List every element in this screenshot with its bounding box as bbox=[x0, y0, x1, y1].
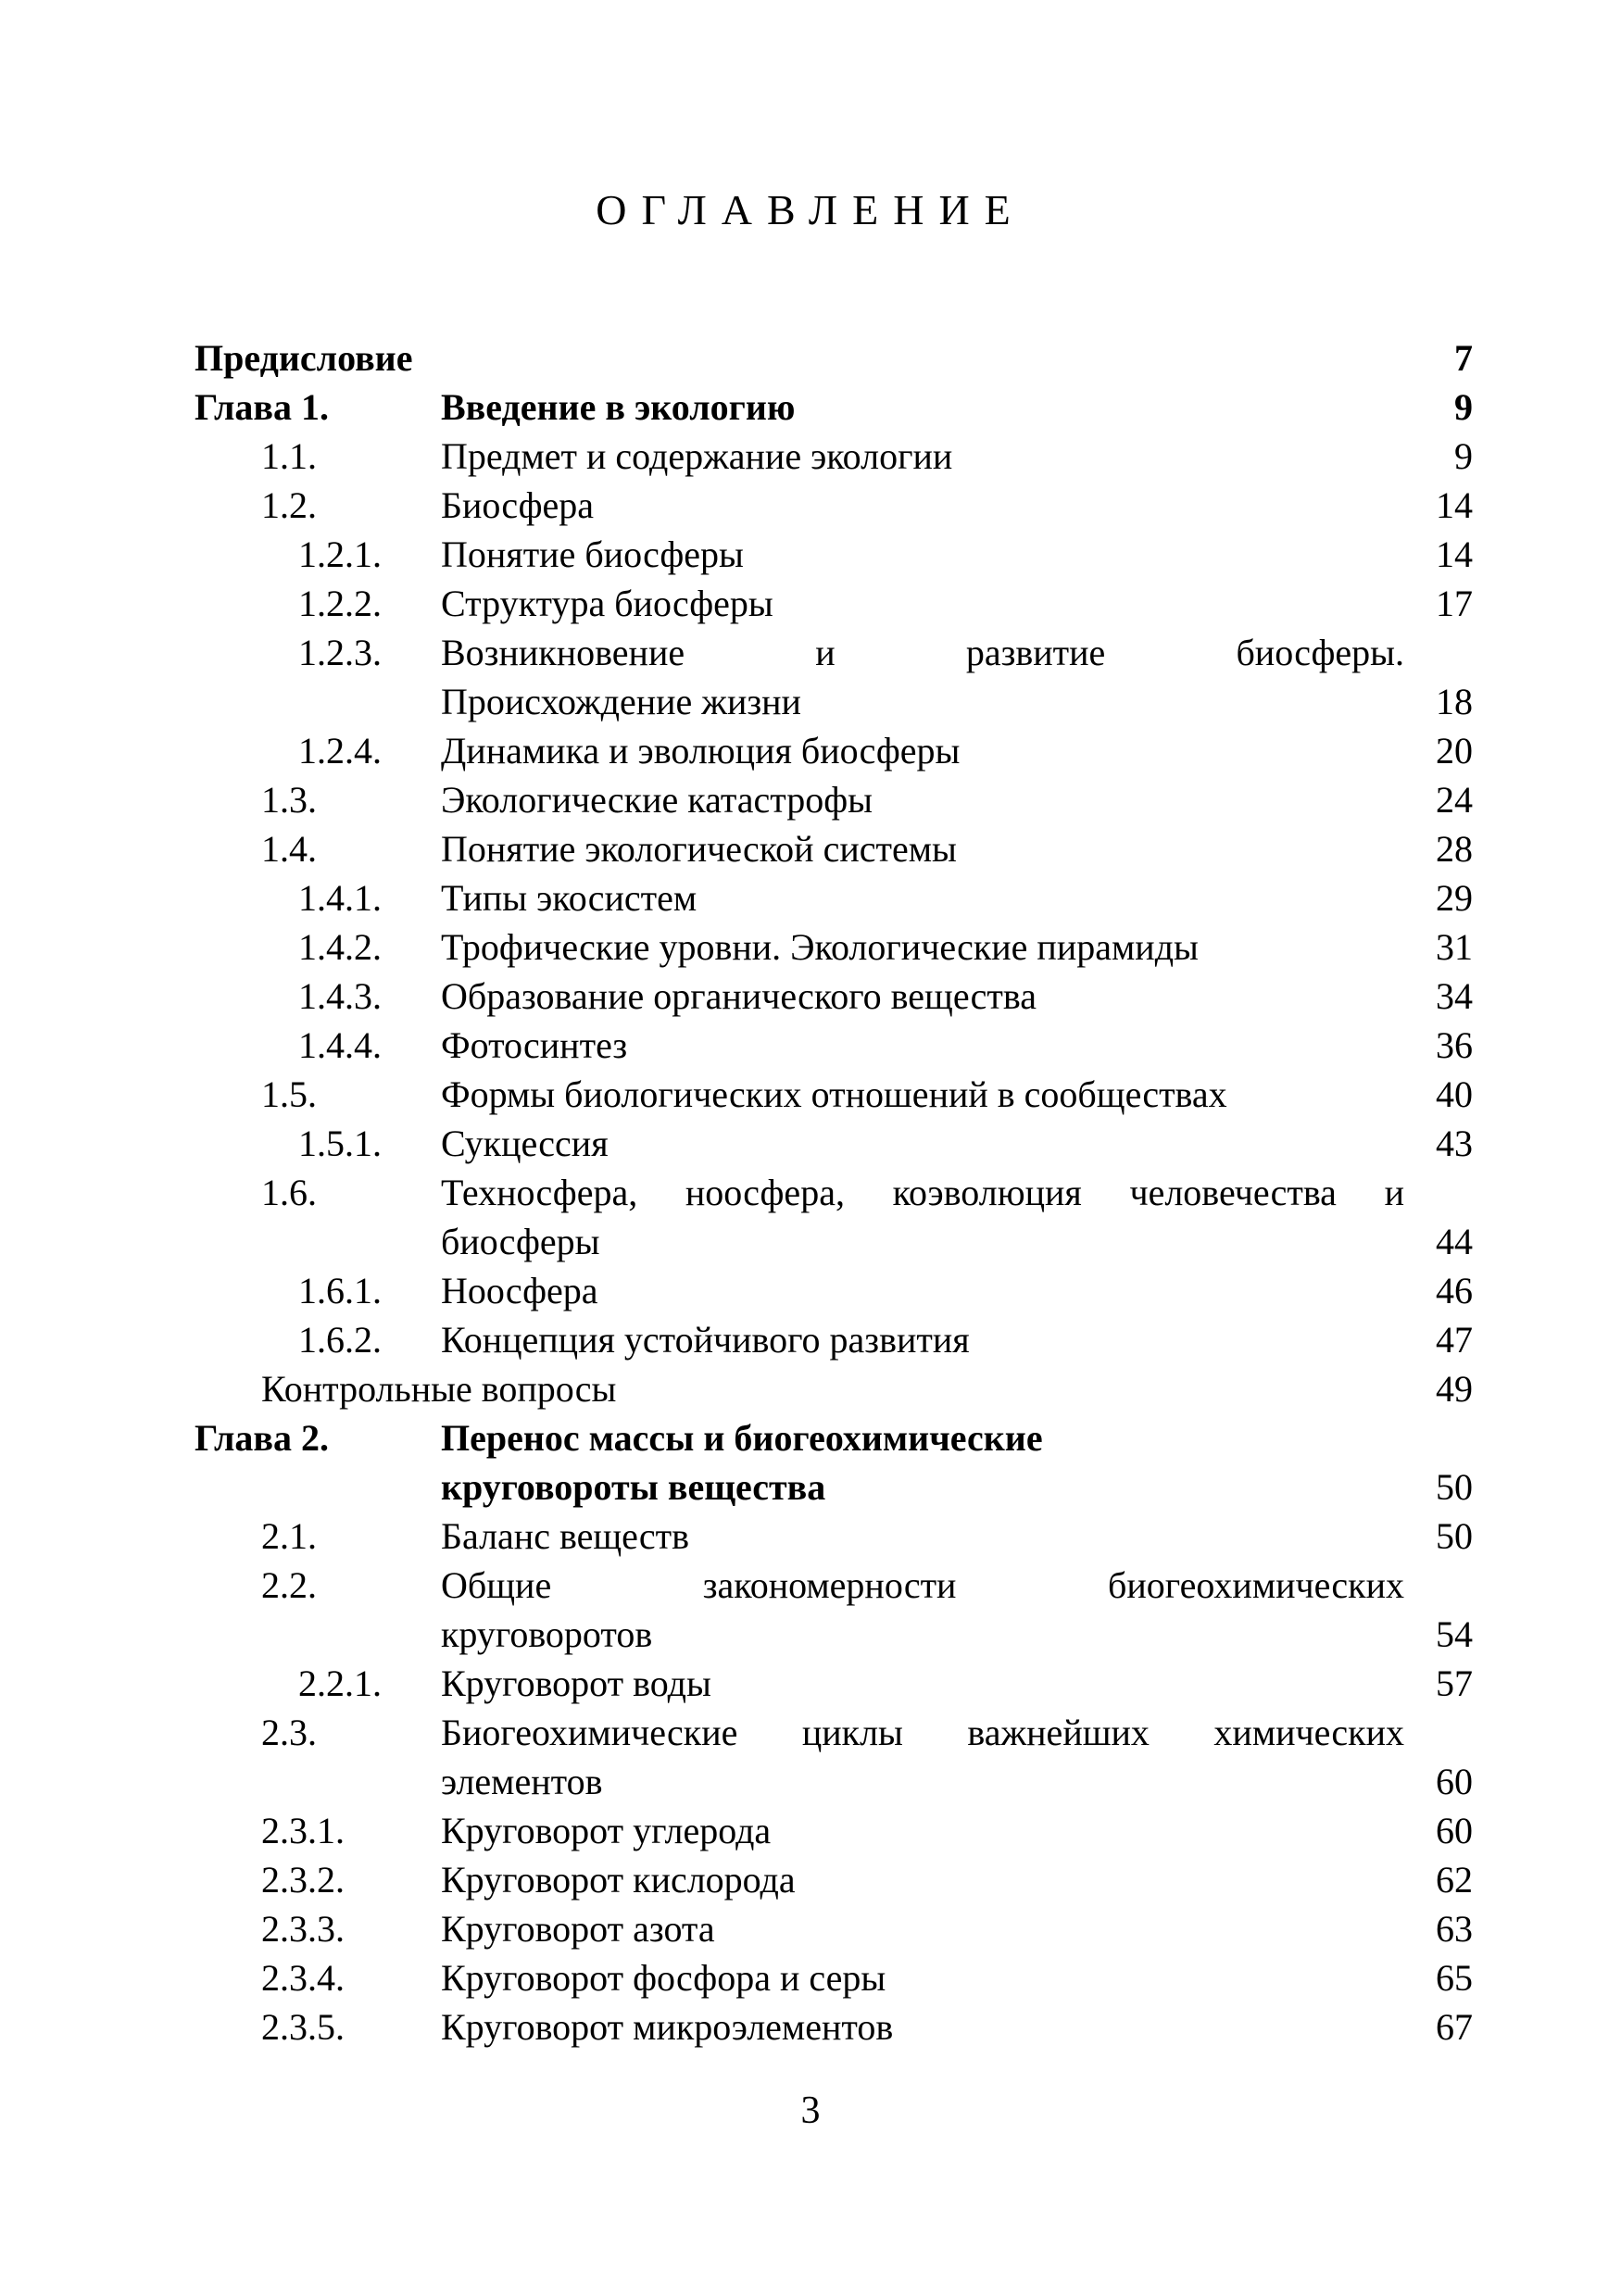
toc-entry[interactable] bbox=[185, 1070, 1473, 1119]
toc-title: Ноосфера bbox=[441, 1270, 598, 1311]
toc-number: 1.4.4. bbox=[298, 1024, 382, 1066]
toc-title bbox=[441, 1708, 1404, 1806]
toc-title-line: круговороты вещества bbox=[441, 1466, 826, 1508]
toc-page: 9 bbox=[1454, 435, 1473, 477]
toc-entry[interactable] bbox=[185, 1168, 1473, 1266]
toc-title: Предмет и содержание экологии bbox=[441, 435, 953, 477]
toc-page: 17 bbox=[1436, 583, 1473, 624]
toc-entry[interactable] bbox=[185, 1659, 1473, 1708]
toc-number: 1.3. bbox=[261, 779, 317, 821]
toc-title-line: Происхождение жизни bbox=[441, 681, 801, 722]
toc-entry[interactable] bbox=[185, 2002, 1473, 2051]
toc-title: Понятие биосферы bbox=[441, 533, 744, 575]
toc-number: 2.3.4. bbox=[261, 1957, 345, 1999]
toc-title: Динамика и эволюция биосферы bbox=[441, 730, 961, 772]
toc-title: Предисловие bbox=[195, 337, 413, 379]
toc-title: Экологические катастрофы bbox=[441, 779, 873, 821]
toc-page: 54 bbox=[1436, 1613, 1473, 1655]
toc-entry-chapter-2[interactable] bbox=[185, 1413, 1473, 1512]
toc-number: 2.3.2. bbox=[261, 1859, 345, 1901]
toc-page: 9 bbox=[1454, 386, 1473, 428]
toc-page: 24 bbox=[1436, 779, 1473, 821]
toc-page: 60 bbox=[1436, 1810, 1473, 1851]
toc-entry[interactable] bbox=[185, 1806, 1473, 1855]
toc-number: 1.4.3. bbox=[298, 975, 382, 1017]
toc-entry[interactable] bbox=[185, 1561, 1473, 1659]
toc-number: 2.1. bbox=[261, 1515, 317, 1557]
toc-page: 50 bbox=[1436, 1466, 1473, 1508]
toc-page: 34 bbox=[1436, 975, 1473, 1017]
toc-number: 2.3.3. bbox=[261, 1908, 345, 1950]
toc-number: Глава 1. bbox=[195, 386, 329, 428]
toc-number: 1.6.1. bbox=[298, 1270, 382, 1311]
toc-page: 60 bbox=[1436, 1761, 1473, 1802]
toc-number: 2.3. bbox=[261, 1712, 317, 1753]
toc-number: 1.4.1. bbox=[298, 877, 382, 919]
toc-number: 1.2.4. bbox=[298, 730, 382, 772]
toc-title: Типы экосистем bbox=[441, 877, 697, 919]
toc-page: 36 bbox=[1436, 1024, 1473, 1066]
toc-entry[interactable] bbox=[185, 1315, 1473, 1364]
toc-title bbox=[441, 1561, 1404, 1659]
toc-title: Формы биологических отношений в сообществах bbox=[441, 1073, 1227, 1115]
toc-page: 18 bbox=[1436, 681, 1473, 722]
toc-entry[interactable] bbox=[185, 972, 1473, 1021]
toc-page: 20 bbox=[1436, 730, 1473, 772]
toc-title-line: круговоротов bbox=[441, 1613, 653, 1655]
toc-number: 2.3.1. bbox=[261, 1810, 345, 1851]
toc-title: Концепция устойчивого развития bbox=[441, 1319, 970, 1361]
toc-entry[interactable] bbox=[185, 775, 1473, 824]
toc-title-line: элементов bbox=[441, 1761, 603, 1802]
toc-number: 1.2. bbox=[261, 484, 317, 526]
toc-page: 46 bbox=[1436, 1270, 1473, 1311]
toc-page: 14 bbox=[1436, 533, 1473, 575]
toc-title bbox=[441, 628, 1404, 726]
toc-entry-preface[interactable] bbox=[185, 333, 1473, 383]
toc-number: 1.6.2. bbox=[298, 1319, 382, 1361]
toc-number: 1.5. bbox=[261, 1073, 317, 1115]
toc-number: 2.2. bbox=[261, 1564, 317, 1606]
toc-title bbox=[441, 1168, 1404, 1266]
toc-page: 63 bbox=[1436, 1908, 1473, 1950]
toc-entry[interactable] bbox=[185, 1708, 1473, 1806]
toc-number: 2.3.5. bbox=[261, 2006, 345, 2048]
page-title: ОГЛАВЛЕНИЕ bbox=[596, 186, 1025, 233]
toc-title-line: Биогеохимические циклы важнейших химических bbox=[441, 1712, 1404, 1753]
toc-title bbox=[441, 1413, 1043, 1512]
toc-number: 1.2.2. bbox=[298, 583, 382, 624]
toc-entry[interactable] bbox=[185, 628, 1473, 726]
toc-entry[interactable] bbox=[185, 432, 1473, 481]
toc-title-line: Возникновение и развитие биосферы. bbox=[441, 632, 1404, 673]
toc-entry[interactable] bbox=[185, 530, 1473, 579]
toc-title: Фотосинтез bbox=[441, 1024, 628, 1066]
toc-entry-chapter-1[interactable] bbox=[185, 383, 1473, 432]
toc-page: 67 bbox=[1436, 2006, 1473, 2048]
toc-entry[interactable] bbox=[185, 824, 1473, 873]
toc-page: 29 bbox=[1436, 877, 1473, 919]
toc-entry[interactable] bbox=[185, 922, 1473, 972]
toc-page: 65 bbox=[1436, 1957, 1473, 1999]
toc-number: 1.2.1. bbox=[298, 533, 382, 575]
toc-number: 1.6. bbox=[261, 1172, 317, 1213]
toc-title: Круговорот микроэлементов bbox=[441, 2006, 894, 2048]
toc-title: Круговорот азота bbox=[441, 1908, 715, 1950]
toc-number: 1.1. bbox=[261, 435, 317, 477]
page-number: 3 bbox=[800, 2089, 821, 2132]
toc-title: Круговорот воды bbox=[441, 1662, 711, 1704]
toc-entry[interactable] bbox=[185, 1904, 1473, 1953]
toc-entry[interactable] bbox=[185, 726, 1473, 775]
toc-entry[interactable] bbox=[185, 1266, 1473, 1315]
toc-page: 7 bbox=[1454, 337, 1473, 379]
toc-page: 43 bbox=[1436, 1123, 1473, 1164]
toc-entry[interactable] bbox=[185, 481, 1473, 530]
toc-page: 49 bbox=[1436, 1368, 1473, 1410]
table-of-contents bbox=[185, 333, 1473, 2051]
toc-title: Сукцессия bbox=[441, 1123, 609, 1164]
toc-title: Баланс веществ bbox=[441, 1515, 690, 1557]
toc-number: 1.4. bbox=[261, 828, 317, 870]
toc-page: 47 bbox=[1436, 1319, 1473, 1361]
toc-page: 57 bbox=[1436, 1662, 1473, 1704]
toc-title: Контрольные вопросы bbox=[261, 1368, 617, 1410]
toc-entry[interactable] bbox=[185, 1855, 1473, 1904]
toc-entry[interactable] bbox=[185, 873, 1473, 922]
toc-title: Круговорот кислорода bbox=[441, 1859, 796, 1901]
toc-entry[interactable] bbox=[185, 1953, 1473, 2002]
toc-entry[interactable] bbox=[185, 1512, 1473, 1561]
toc-title: Образование органического вещества bbox=[441, 975, 1037, 1017]
toc-title-line: Общие закономерности биогеохимических bbox=[441, 1564, 1404, 1606]
toc-page: 31 bbox=[1436, 926, 1473, 968]
toc-entry[interactable] bbox=[185, 1119, 1473, 1168]
toc-title: Структура биосферы bbox=[441, 583, 773, 624]
toc-page: 50 bbox=[1436, 1515, 1473, 1557]
toc-entry[interactable] bbox=[185, 579, 1473, 628]
toc-number: 1.2.3. bbox=[298, 632, 382, 673]
toc-entry[interactable] bbox=[185, 1021, 1473, 1070]
toc-title-line: биосферы bbox=[441, 1221, 600, 1262]
toc-number: 1.4.2. bbox=[298, 926, 382, 968]
toc-title: Введение в экологию bbox=[441, 386, 796, 428]
toc-title-line: Перенос массы и биогеохимические bbox=[441, 1417, 1043, 1459]
toc-number: Глава 2. bbox=[195, 1417, 329, 1459]
toc-page: 62 bbox=[1436, 1859, 1473, 1901]
toc-title-line: Техносфера, ноосфера, коэволюция человечества и bbox=[441, 1172, 1404, 1213]
toc-page: 28 bbox=[1436, 828, 1473, 870]
toc-title: Трофические уровни. Экологические пирамиды bbox=[441, 926, 1199, 968]
toc-entry-control-questions[interactable] bbox=[185, 1364, 1473, 1413]
toc-title: Круговорот углерода bbox=[441, 1810, 772, 1851]
toc-page: 14 bbox=[1436, 484, 1473, 526]
toc-page: 44 bbox=[1436, 1221, 1473, 1262]
toc-title: Понятие экологической системы bbox=[441, 828, 957, 870]
toc-title: Круговорот фосфора и серы bbox=[441, 1957, 886, 1999]
toc-number: 2.2.1. bbox=[298, 1662, 382, 1704]
toc-page: 40 bbox=[1436, 1073, 1473, 1115]
toc-number: 1.5.1. bbox=[298, 1123, 382, 1164]
toc-title: Биосфера bbox=[441, 484, 595, 526]
